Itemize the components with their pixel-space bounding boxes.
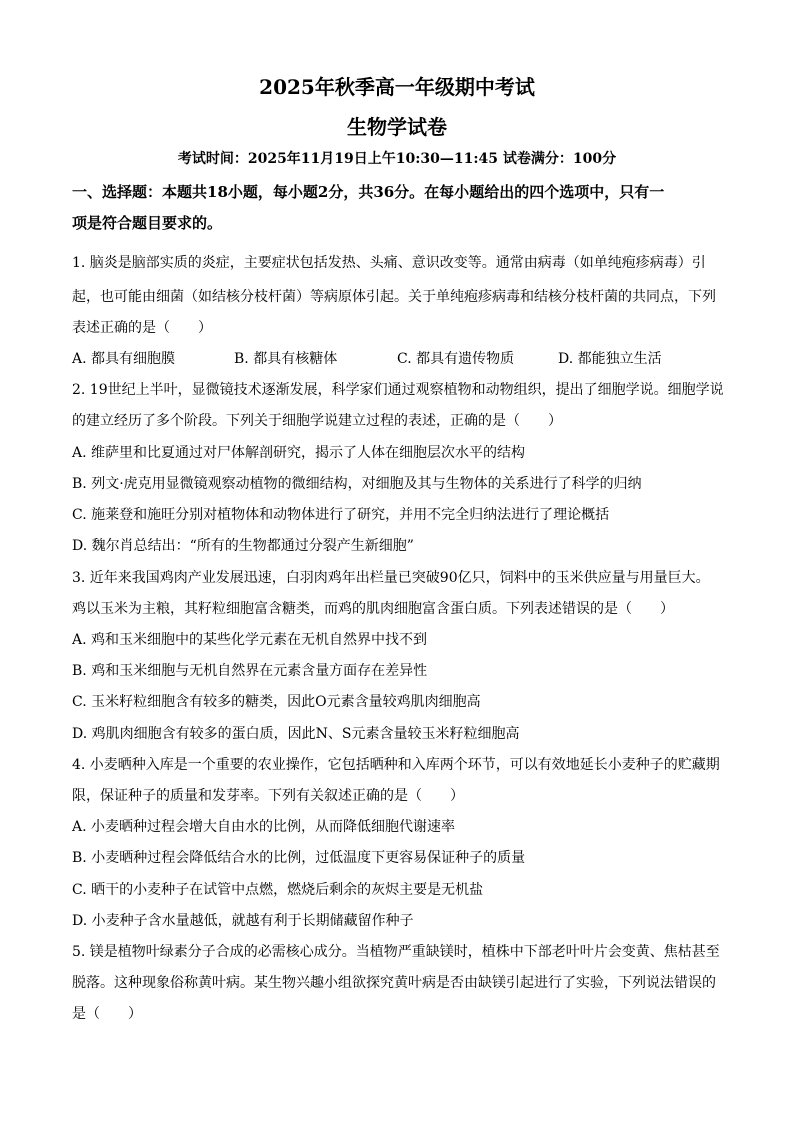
- option-a: A. 小麦晒种过程会增大自由水的比例，从而降低细胞代谢速率: [72, 819, 456, 835]
- exam-subtitle: 生物学试卷: [347, 115, 447, 139]
- question-3-stem: 鸡以玉米为主粮，其籽粒细胞富含糖类，而鸡的肌肉细胞富含蛋白质。下列表述错误的是（ ）: [72, 601, 674, 617]
- section-heading-cont: 项是符合题目要求的。: [72, 214, 223, 232]
- option-b: B. 列文·虎克用显微镜观察动植物的微细结构，对细胞及其与生物体的关系进行了科学的归纳: [72, 476, 642, 492]
- option-c: C. 晒干的小麦种子在试管中点燃，燃烧后剩余的灰烬主要是无机盐: [72, 882, 484, 898]
- question-1-stem: 表述正确的是（ ）: [72, 320, 212, 336]
- option-c: C. 施莱登和施旺分别对植物体和动物体进行了研究，并用不完全归纳法进行了理论概括: [72, 507, 610, 523]
- question-2-stem: 的建立经历了多个阶段。下列关于细胞学说建立过程的表述，正确的是（ ）: [72, 413, 562, 429]
- exam-title: 2025年秋季高一年级期中考试: [259, 75, 535, 99]
- option-d: D. 魏尔肖总结出：“所有的生物都通过分裂产生新细胞”: [72, 538, 414, 554]
- option-c: C. 都具有遗传物质: [397, 351, 515, 367]
- question-1-stem: 1. 脑炎是脑部实质的炎症，主要症状包括发热、头痛、意识改变等。通常由病毒（如单纯疱疹病毒）引: [72, 255, 706, 271]
- option-b: B. 小麦晒种过程会降低结合水的比例，过低温度下更容易保证种子的质量: [72, 850, 526, 866]
- option-d: D. 都能独立生活: [558, 351, 662, 367]
- question-5-stem: 是（ ）: [72, 1006, 142, 1022]
- question-3-stem: 3. 近年来我国鸡肉产业发展迅速，白羽肉鸡年出栏量已突破90亿只，饲料中的玉米供应量与用量巨大。: [72, 570, 710, 586]
- question-1-stem: 起，也可能由细菌（如结核分枝杆菌）等病原体引起。关于单纯疱疹病毒和结核分枝杆菌的共同点，下列: [72, 289, 716, 305]
- question-5-stem: 5. 镁是植物叶绿素分子合成的必需核心成分。当植物严重缺镁时，植株中下部老叶叶片会变黄、焦枯甚至: [72, 944, 720, 960]
- option-b: B. 都具有核糖体: [234, 351, 338, 367]
- option-a: A. 都具有细胞膜: [72, 351, 176, 367]
- option-c: C. 玉米籽粒细胞含有较多的糖类，因此O元素含量较鸡肌肉细胞高: [72, 694, 481, 710]
- exam-info: 考试时间：2025年11月19日上午10:30—11:45 试卷满分：100分: [177, 151, 617, 167]
- option-b: B. 鸡和玉米细胞与无机自然界在元素含量方面存在差异性: [72, 663, 428, 679]
- question-2-stem: 2. 19世纪上半叶，显微镜技术逐渐发展，科学家们通过观察植物和动物组织，提出了细胞学说。细胞学说: [72, 382, 724, 398]
- option-a: A. 鸡和玉米细胞中的某些化学元素在无机自然界中找不到: [72, 632, 428, 648]
- question-4-stem: 限，保证种子的质量和发芽率。下列有关叙述正确的是（ ）: [72, 788, 464, 804]
- option-d: D. 小麦种子含水量越低，就越有利于长期储藏留作种子: [72, 913, 414, 929]
- option-a: A. 维萨里和比夏通过对尸体解剖研究，揭示了人体在细胞层次水平的结构: [72, 445, 526, 461]
- question-4-stem: 4. 小麦晒种入库是一个重要的农业操作，它包括晒种和入库两个环节，可以有效地延长小麦种子的贮藏期: [72, 757, 720, 773]
- section-heading: 一、选择题：本题共18小题，每小题2分，共36分。在每小题给出的四个选项中，只有一: [72, 183, 665, 201]
- option-d: D. 鸡肌肉细胞含有较多的蛋白质，因此N、S元素含量较玉米籽粒细胞高: [72, 726, 520, 742]
- question-5-stem: 脱落。这种现象俗称黄叶病。某生物兴趣小组欲探究黄叶病是否由缺镁引起进行了实验，下列说法错误的: [72, 975, 716, 991]
